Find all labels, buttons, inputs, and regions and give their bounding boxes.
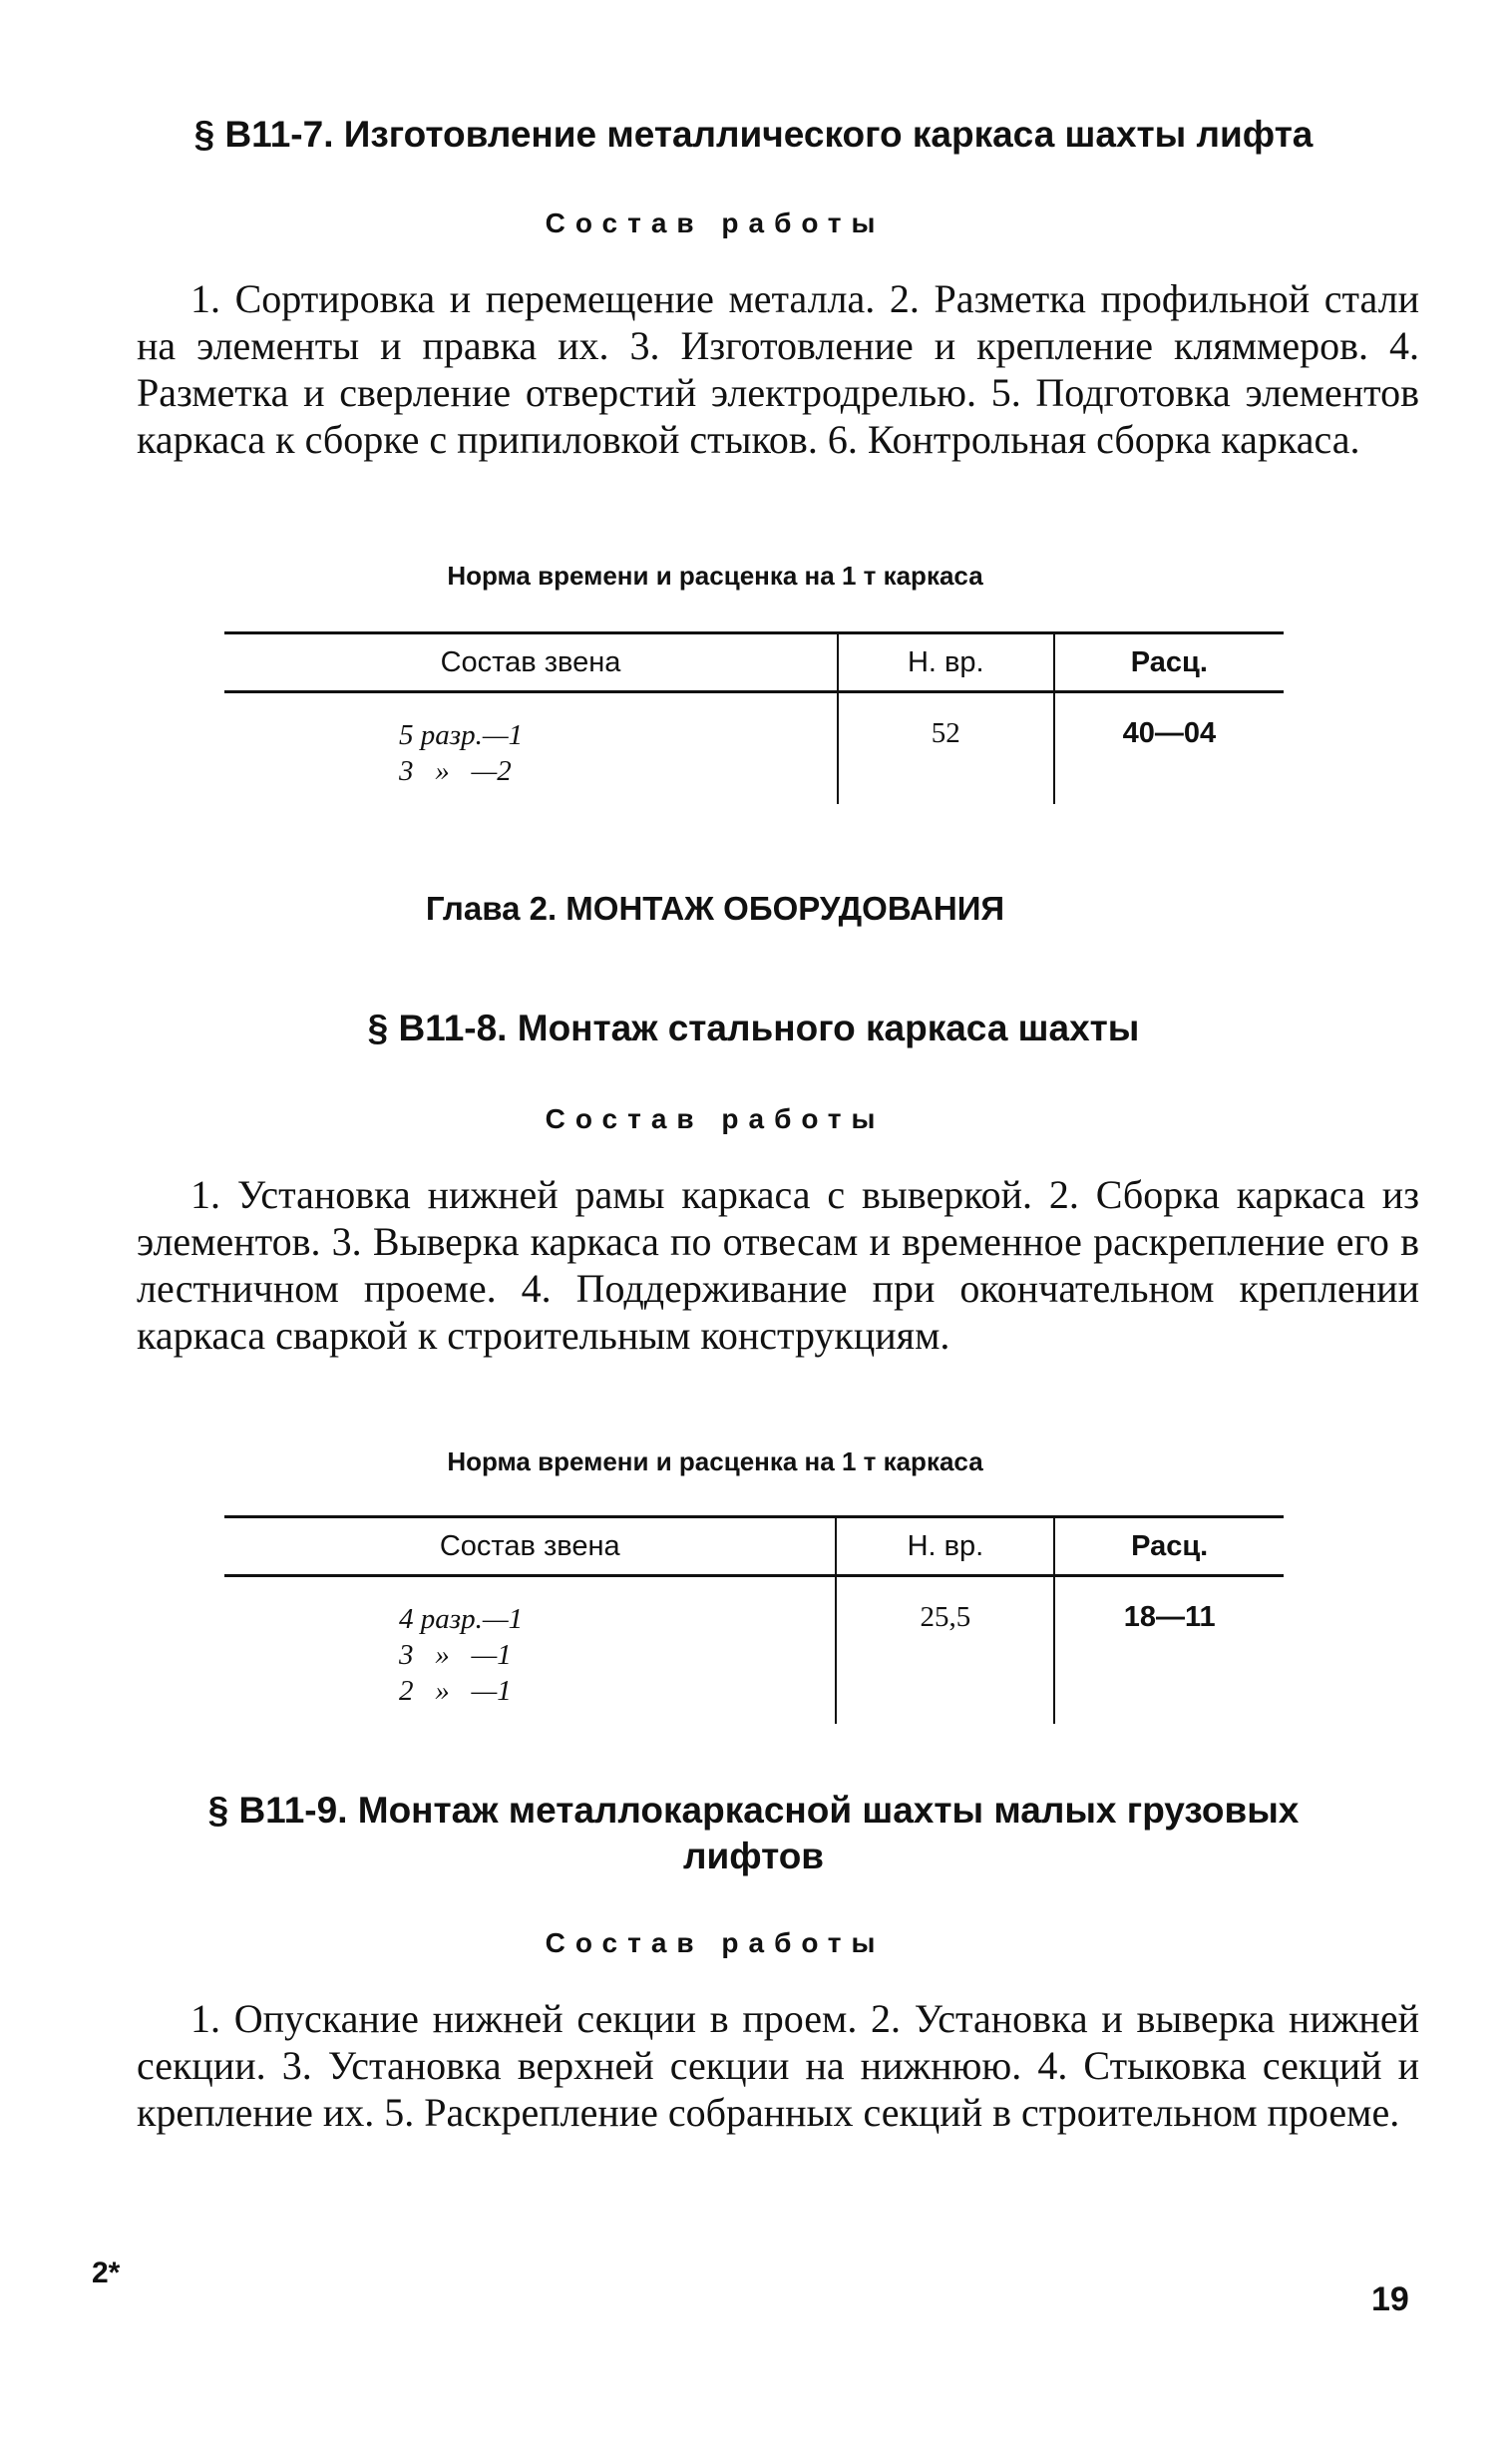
- column-header-crew: Состав звена: [224, 633, 838, 692]
- crew-line: 5 разр.—1: [399, 719, 524, 751]
- crew-cell: [224, 692, 838, 804]
- page-number: 19: [1371, 2280, 1409, 2318]
- section-title-b11-7: § В11-7. Изготовление металлического каркаса шахты лифта: [193, 114, 1314, 155]
- crew-cell: [224, 1576, 836, 1724]
- section-title-b11-8: § В11-8. Монтаж стального каркаса шахты: [367, 1008, 1140, 1048]
- column-header-rate: Расц.: [1054, 1517, 1284, 1576]
- column-header-rate: Расц.: [1054, 633, 1284, 692]
- work-description: 1. Установка нижней рамы каркаса с выверкой. 2. Сборка каркаса из элементов. 3. Выверка каркаса по отвесам и временное раскрепление его в лестничном проеме. 4. Поддерживание при окончательном креплении каркаса сваркой к строительным конструкциям.: [137, 1172, 1419, 1358]
- signature-mark: 2*: [92, 2257, 121, 2289]
- work-composition-label: Состав работы: [545, 1927, 886, 1958]
- norm-caption: Норма времени и расценка на 1 т каркаса: [447, 1446, 983, 1476]
- work-composition-label: Состав работы: [545, 207, 886, 238]
- work-description: 1. Сортировка и перемещение металла. 2. Разметка профильной стали на элементы и правка их. 3. Изготовление и крепление кляммеров. 4. Разметка и сверление отверстий электродрелью. 5. Подготовка элементов каркаса к сборке с припиловкой стыков. 6. Контрольная сборка каркаса.: [137, 276, 1419, 462]
- chapter-title: Глава 2. МОНТАЖ ОБОРУДОВАНИЯ: [425, 890, 1005, 927]
- time-cell: 52: [838, 692, 1054, 804]
- column-header-crew: Состав звена: [224, 1517, 836, 1576]
- crew-line: 3 » —2: [399, 755, 512, 787]
- time-cell: 25,5: [836, 1576, 1054, 1724]
- norm-caption: Норма времени и расценка на 1 т каркаса: [447, 561, 983, 591]
- crew-line: 4 разр.—1: [399, 1603, 524, 1635]
- work-description: 1. Опускание нижней секции в проем. 2. Установка и выверка нижней секции. 3. Установка верхней секции на нижнюю. 4. Стыковка секций и крепление их. 5. Раскрепление собранных секций в строительном проеме.: [137, 1996, 1419, 2135]
- rate-cell: 40—04: [1122, 717, 1217, 749]
- rate-cell: 18—11: [1123, 1601, 1216, 1633]
- column-header-time: Н. вр.: [838, 633, 1054, 692]
- norm-table: [224, 631, 1284, 804]
- work-composition-label: Состав работы: [545, 1103, 886, 1134]
- column-header-time: Н. вр.: [836, 1517, 1054, 1576]
- crew-line: 3 » —1: [399, 1639, 512, 1671]
- crew-line: 2 » —1: [399, 1675, 512, 1707]
- norm-table: [224, 1515, 1284, 1724]
- section-title-b11-9: § В11-9. Монтаж металлокаркасной шахты малых грузовых лифтов: [207, 1790, 1300, 1876]
